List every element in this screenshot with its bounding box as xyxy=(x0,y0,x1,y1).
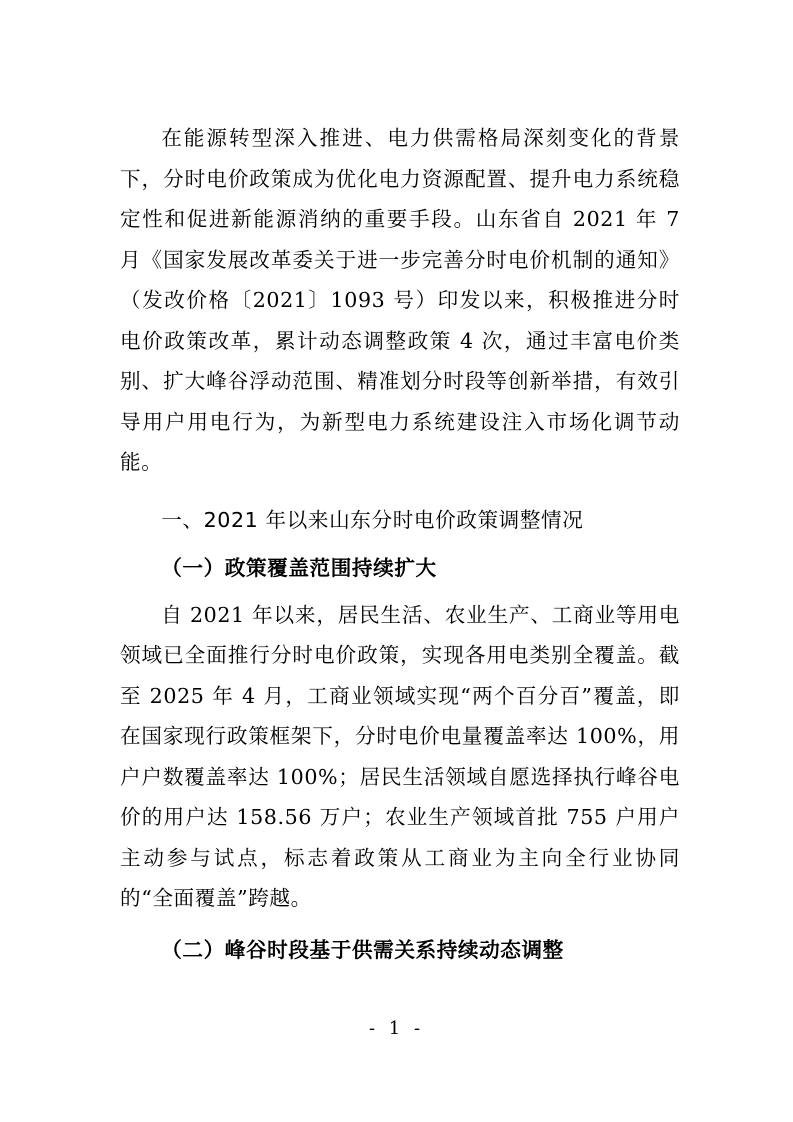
page-number: - 1 - xyxy=(368,1018,425,1039)
document-body xyxy=(120,118,680,977)
paragraph-coverage: 自 2021 年以来，居民生活、农业生产、工商业等用电领域已全面推行分时电价政策，实现各用电类别全覆盖。截至 2025 年 4 月，工商业领域实现“两个百分百”覆盖，即在国家现行政策框架下，分时电价电量覆盖率达 100%，用户户数覆盖率达 100%；居民生活领域自愿选择执行峰谷电价的用户达 158.56 万户；农业生产领域首批 755 户用户主动参与试点，标志着政策从工商业为主向全行业协同的“全面覆盖”跨越。 xyxy=(120,602,680,910)
subsection-heading-2: （二）峰谷时段基于供需关系持续动态调整 xyxy=(161,937,564,962)
section-heading: 一、2021 年以来山东分时电价政策调整情况 xyxy=(161,507,584,532)
subsection-heading-1: （一）政策覆盖范围持续扩大 xyxy=(161,555,437,580)
paragraph-intro: 在能源转型深入推进、电力供需格局深刻变化的背景下，分时电价政策成为优化电力资源配置、提升电力系统稳定性和促进新能源消纳的重要手段。山东省自 2021 年 7 月《国家发展改革委关于进一步完善分时电价机制的通知》（发改价格〔2021〕1093 号）印发以来，积极推进分时电价政策改革，累计动态调整政策 4 次，通过丰富电价类别、扩大峰谷浮动范围、精准划分时段等创新举措，有效引导用户用电行为，为新型电力系统建设注入市场化调节动能。 xyxy=(120,126,680,474)
